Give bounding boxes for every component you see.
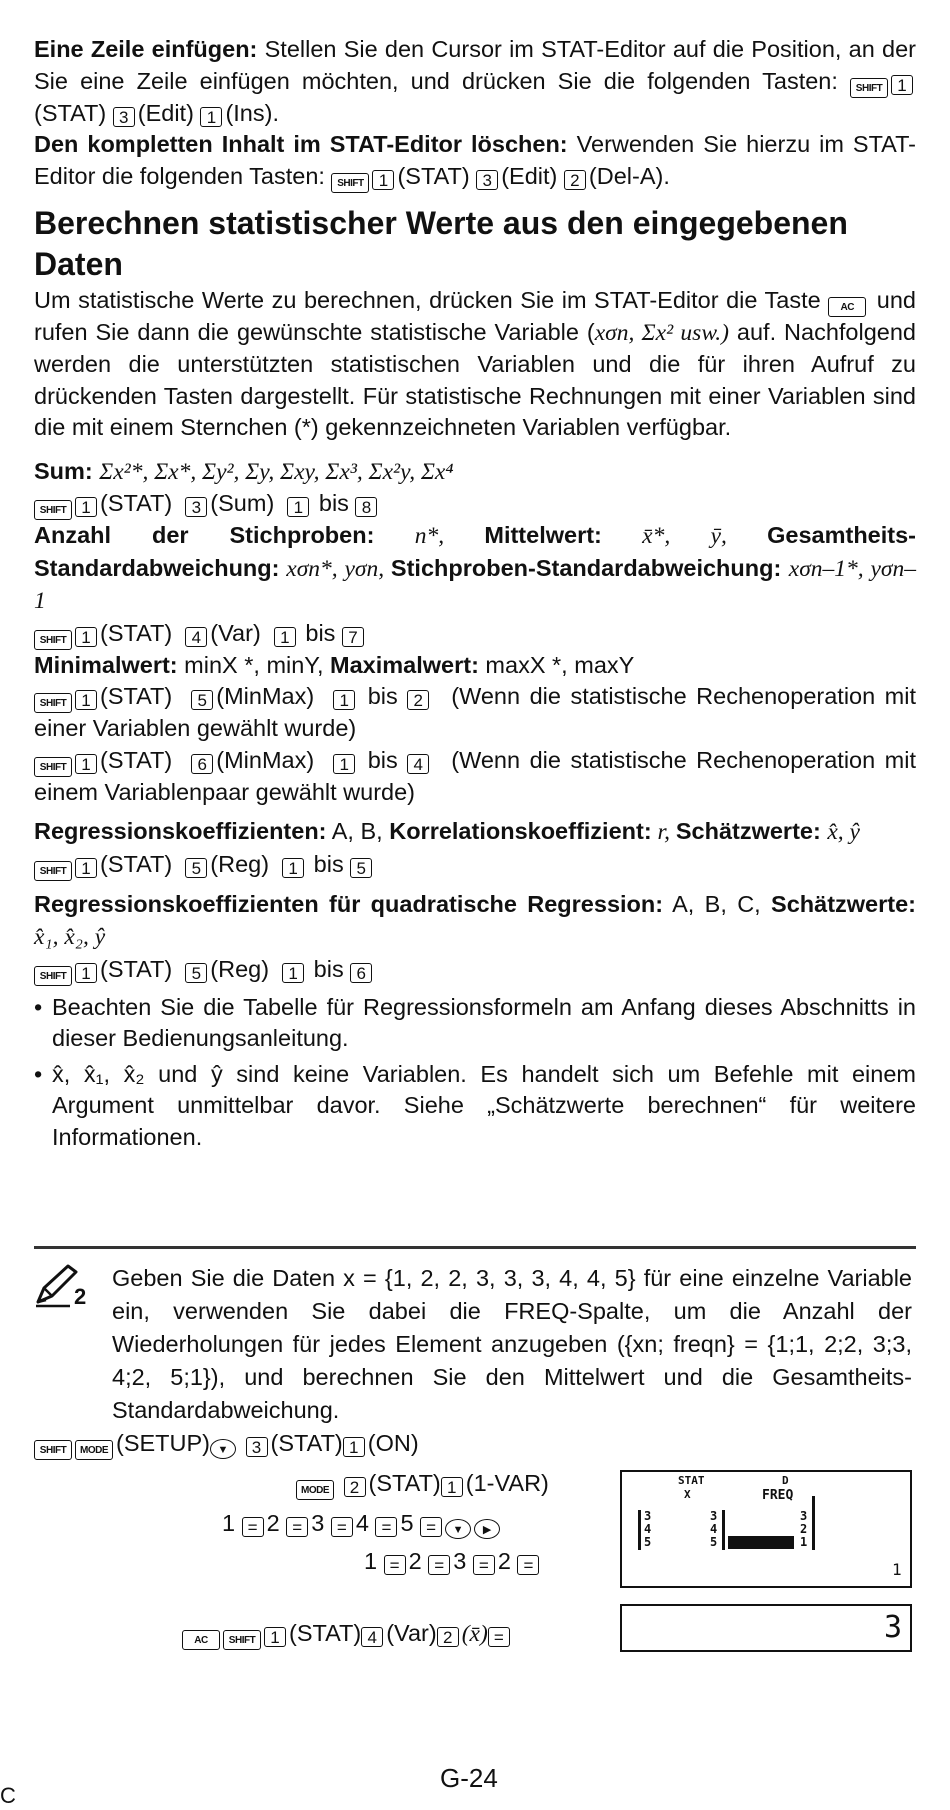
mode-keys: MODE 2 (STAT) 1 (1-VAR) bbox=[296, 1470, 549, 1500]
lcd-screen-result bbox=[620, 1604, 912, 1652]
sum-keys: SHIFT 1 (STAT) 3 (Sum) 1 bis 8 bbox=[34, 488, 916, 520]
quad-keys: SHIFT 1 (STAT) 5 (Reg) 1 bis 6 bbox=[34, 954, 916, 986]
note-item: • x̂, x̂₁, x̂₂ und ŷ sind keine Variablen. Es handelt sich um Befehle mit einem Argument unmittelbar davor. Siehe „Schätzwerte berechnen“ für weitere Informationen. bbox=[34, 1059, 916, 1154]
mean-keys: AC SHIFT 1 (STAT) 4 (Var) 2 (x̄) = bbox=[182, 1620, 513, 1650]
var-keys: SHIFT 1 (STAT) 4 (Var) 1 bis 7 bbox=[34, 618, 916, 650]
example-text: Geben Sie die Daten x = {1, 2, 2, 3, 3, 3, 4, 4, 5} für eine einzelne Variable ein, verwenden Sie dabei die FREQ-Spalte, um die Anzahl der Wiederholungen für jedes Element anzugeben ({xn; freqn} = {1;1, 2;2, 3;3, 4;2, 5;1}), und berechnen Sie den Mittelwert und die Gesamtheits-Standardabweichung. bbox=[112, 1265, 912, 1423]
intro-paragraph: Um statistische Werte zu berechnen, drücken Sie im STAT-Editor die Taste AC und rufen Sie dann die gewünschte statistische Variable (xσn, Σx² usw.) auf. Nachfolgend werden die unterstützten statistischen Variablen und die für ihren Aufruf zu drückenden Tasten dargestellt. Für statistische Rechnungen mit einer Variablen sind die mit einem Sternchen (*) gekennzeichneten Variablen verfügbar. bbox=[34, 286, 916, 440]
right-arrow-key: ▶ bbox=[474, 1519, 500, 1539]
insert-row-paragraph: Eine Zeile einfügen: Stellen Sie den Cursor im STAT-Editor auf die Position, an der Sie eine Zeile einfügen möchten, und drücken Sie die folgenden Tasten: SHIFT 1(STAT) 3 (Edit) 1 (Ins). bbox=[34, 36, 916, 127]
delete-all-heading: Den kompletten Inhalt im STAT-Editor löschen: bbox=[34, 131, 568, 157]
minmax-keys-1: SHIFT 1 (STAT) 5 (MinMax) 1 bis 2 (Wenn die statistische Rechenoperation mit einer Variablen gewählt wurde) bbox=[34, 683, 917, 741]
minmax-keys-2: SHIFT 1 (STAT) 6 (MinMax) 1 bis 4 (Wenn die statistische Rechenoperation mit einem Variablenpaar gewählt wurde) bbox=[34, 746, 917, 805]
manual-page bbox=[34, 34, 916, 1157]
shift-key: SHIFT bbox=[850, 78, 888, 98]
setup-keys: SHIFT MODE (SETUP) ▼ 3 (STAT) 1 (ON) bbox=[34, 1430, 419, 1460]
reg-line: Regressionskoeffizienten: A, B, Korrelationskoeffizient: r, Schätzwerte: x̂, ŷ bbox=[34, 818, 860, 845]
down-arrow-key: ▼ bbox=[210, 1439, 236, 1459]
sum-line: Sum: Σx²*, Σx*, Σy², Σy, Σxy, Σx³, Σx²y, Σx⁴ bbox=[34, 457, 454, 485]
corner-mark: C bbox=[0, 1783, 16, 1808]
key-3: 3 bbox=[113, 107, 135, 127]
lcd-cursor bbox=[728, 1536, 794, 1549]
minmax-line: Minimalwert: minX *, minY, Maximalwert: maxX *, maxY bbox=[34, 651, 635, 678]
section-heading: Berechnen statistischer Werte aus den eingegebenen Daten bbox=[34, 204, 848, 282]
quad-line: Regressionskoeffizienten für quadratische Regression: A, B, C, Schätzwerte: x̂₁, x̂₂, ŷ bbox=[34, 890, 916, 950]
reg-keys: SHIFT 1 (STAT) 5 (Reg) 1 bis 5 bbox=[34, 849, 916, 881]
data-entry-freq: 1 = 2 = 3 = 2 = bbox=[364, 1548, 542, 1575]
key-1: 1 bbox=[891, 75, 913, 95]
key-2: 2 bbox=[564, 170, 586, 190]
page-number: G-24 bbox=[440, 1763, 498, 1793]
shift-key: SHIFT bbox=[331, 173, 369, 193]
key-3: 3 bbox=[476, 170, 498, 190]
pencil-icon bbox=[34, 1262, 90, 1308]
ac-key: AC bbox=[828, 297, 866, 317]
example-block bbox=[34, 1262, 916, 1427]
data-entry-x: 1 = 2 = 3 = 4 = 5 = ▼ ▶ bbox=[222, 1510, 503, 1539]
divider bbox=[34, 1246, 916, 1249]
result-value: 3 bbox=[883, 1610, 902, 1645]
lcd-screen-stat: STAT D X FREQ 3 4 5 3 4 5 3 2 1 1 bbox=[620, 1470, 912, 1588]
example-number: 2 bbox=[74, 1284, 87, 1308]
insert-row-heading: Eine Zeile einfügen: bbox=[34, 36, 258, 62]
down-arrow-key: ▼ bbox=[445, 1519, 471, 1539]
delete-all-paragraph: Den kompletten Inhalt im STAT-Editor löschen: Verwenden Sie hierzu im STAT-Editor die folgenden Tasten: SHIFT 1 (STAT) 3 (Edit) 2 (Del-A). bbox=[34, 129, 916, 193]
key-1: 1 bbox=[372, 170, 394, 190]
note-item: • Beachten Sie die Tabelle für Regressionsformeln am Anfang dieses Abschnitts in dieser Bedienungsanleitung. bbox=[34, 992, 916, 1055]
var-line: Anzahl der Stichproben: n*, Mittelwert: x̄*, ȳ, Gesamtheits-Standardabweichung: xσn*, yσn, Stichproben-Standardabweichung: xσn–1*, yσn–1 bbox=[34, 522, 916, 614]
key-1: 1 bbox=[200, 107, 222, 127]
notes-list bbox=[34, 992, 916, 1154]
